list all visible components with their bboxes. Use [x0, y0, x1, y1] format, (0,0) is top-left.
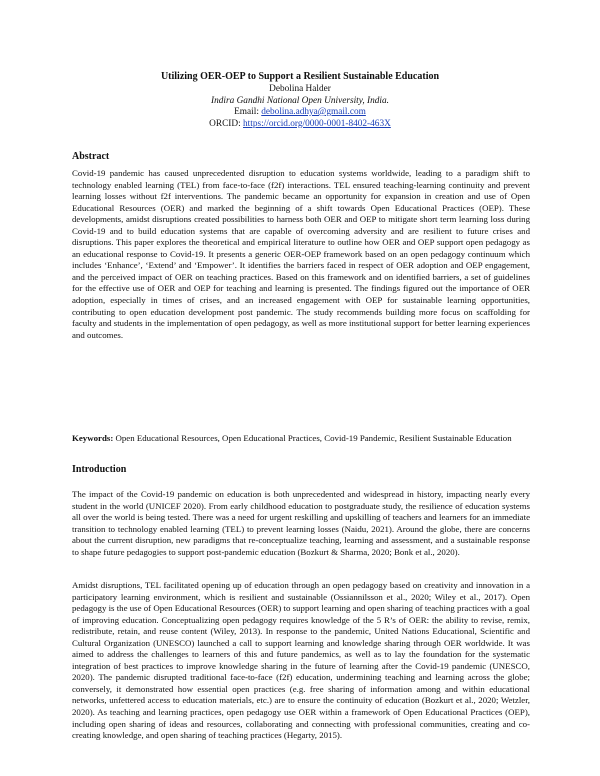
keywords-text: Open Educational Resources, Open Educational Practices, Covid-19 Pandemic, Resilient Sustainable Education	[113, 433, 512, 443]
author-email-line	[0, 107, 600, 119]
abstract-text: Covid-19 pandemic has caused unprecedented disruption to education systems worldwide, leading to a paradigm shift to technology enabled learning (TEL) from face-to-face (f2f) interactions. TEL ensured teaching-learning continuity and prevent learning losses without f2f interventions. The pandemic became an opportunity for expansion in creation and use of Open Educational Resources (OER) and marked the beginning of a shift towards Open Educational Practices (OEP). These developments, amidst disruptions created possibilities to harness both OER and OEP to mitigate short term learning loss during Covid-19 and to build education systems that are capable of overcoming adversity and are resilient to future crises and disruptions. This paper explores the theoretical and empirical literature to outline how OER and OEP support open pedagogy as an educational response to Covid-19. It presents a generic OER-OEP framework based on an open pedagogy continuum which includes ‘Enhance’, ‘Extend’ and ‘Empower’. It identifies the barriers faced in respect of OER adoption and OEP engagement, and the perceived impact of OER on teaching practices. Based on this framework and on identified barriers, a set of guidelines for the effective use of OER and OEP for teaching and learning is presented. The findings figured out the importance of OER adoption, especially in times of crises, and an increased engagement with OEP for sustainable learning opportunities, contributing to open education development post pandemic. The study recommends building more focus on scaffolding for faculty and students in the implementation of open pedagogy, as well as more institutional support for better learning experiences and outcomes.	[72, 168, 530, 340]
paper-title: Utilizing OER-OEP to Support a Resilient Sustainable Education	[160, 71, 440, 82]
orcid-link[interactable]: https://orcid.org/0000-0001-8402-463X	[243, 118, 391, 129]
author-block	[0, 84, 600, 130]
keywords-line	[72, 433, 530, 444]
email-link[interactable]: debolina.adhya@gmail.com	[261, 107, 366, 117]
email-label: Email:	[234, 107, 262, 117]
keywords-label: Keywords:	[72, 433, 114, 443]
introduction-heading: Introduction	[72, 464, 127, 475]
author-affiliation: Indira Gandhi National Open University, India.	[211, 95, 389, 106]
author-name: Debolina Halder	[269, 84, 331, 94]
orcid-label: ORCID:	[209, 118, 244, 129]
intro-paragraph-2: Amidst disruptions, TEL facilitated opening up of education through an open pedagogy based on creativity and innovation in a participatory learning environment, which is resilient and sustainable (Ossiannilsson et al., 2020; Wiley et al., 2017). Open pedagogy is the use of Open Educational Resources (OER) to support learning and open sharing of teaching practices with a goal of improving education. Conceptualizing open pedagogy requires knowledge of the 5 R’s of OER: the ability to revise, remix, redistribute, retain, and reuse content (Wiley, 2013). In response to the pandemic, United Nations Educational, Scientific and Cultural Organization (UNESCO) launched a call to support learning and knowledge sharing through OER worldwide. It was aimed to address the challenges to learners of this and future pandemics, as well as to lay the foundation for the systematic integration of best practices to improve knowledge sharing in the future of learning after the Covid-19 pandemic (UNESCO, 2020). The pandemic disrupted traditional face-to-face (f2f) education, undermining teaching and learning across the globe; conversely, it demonstrated how essential open practices (e.g. free sharing of information among and within educational networks, unfettered access to education materials, etc.) are to ensure the continuity of education (Bozkurt et al., 2020; Wetzler, 2020). As teaching and learning practices, open pedagogy use OER within a framework of Open Educational Practices (OEP), including open sharing of ideas and resources, collaborating and connecting with professional communities, creating and co-creating knowledge, and open sharing of teaching practices (Hegarty, 2015).	[72, 580, 530, 741]
abstract-heading: Abstract	[72, 151, 110, 162]
author-orcid-line	[0, 119, 600, 131]
intro-paragraph-1: The impact of the Covid-19 pandemic on education is both unprecedented and widespread in history, impacting nearly every student in the world (UNICEF 2020). From early childhood education to postgraduate study, the resilience of education systems all over the world is being tested. There was a need for urgent reskilling and upskilling of teachers and learners for an immediate transition to technology enabled learning (TEL) to prevent learning losses (Naidu, 2021). Around the globe, there are concerns about the current disruption, new paradigms that re-conceptualize teaching, learning and assessment, and a sustainable response to shape future pedagogies to support post-pandemic education (Bozkurt & Sharma, 2020; Bonk et al., 2020).	[72, 489, 530, 557]
